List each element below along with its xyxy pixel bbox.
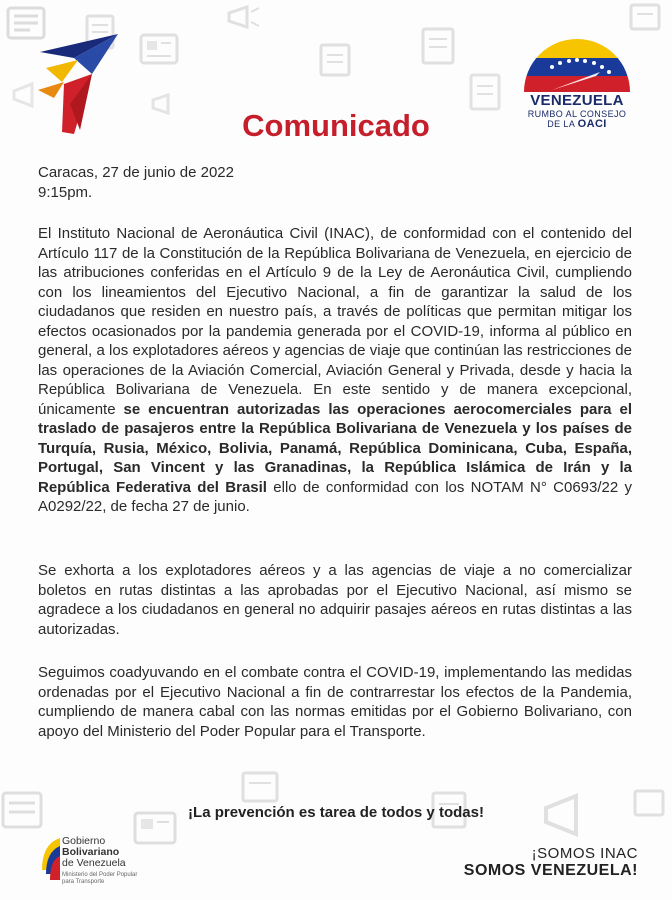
gob-ministry-2: para Transporte: [62, 879, 105, 885]
newspaper-bg-icon: [138, 32, 180, 72]
paragraph-1-bold: se encuentran autorizadas las operaciones aerocomerciales para el traslado de pasajeros entre la República Bolivariana de Venezuela y los países de Turquía, Rusia, México, Bolivia, Panamá, República Dominicana, Cuba, España, Portugal, San Vincent y las Granadinas, la República Islámica de Irán y la República Federativa del Brasil: [38, 400, 632, 496]
megaphone-bg-icon: [225, 4, 265, 36]
slogan: ¡La prevención es tarea de todos y todas!: [188, 804, 484, 821]
gob-line-2: Bolivariano: [62, 846, 120, 858]
inac-line-1: ¡SOMOS INAC: [531, 845, 638, 862]
time-line: 9:15pm.: [38, 183, 93, 201]
gob-line-3: de Venezuela: [62, 857, 126, 869]
oaci-acronym: OACI: [577, 118, 607, 130]
paragraph-1-part-1: El Instituto Nacional de Aeronáutica Civil (INAC), de conformidad con el contenido del Artículo 117 de la Constitución de la República Bolivariana de Venezuela, en ejercicio de las atribuciones conferidas en el Artículo 9 de la Ley de Aeronáutica Civil, cumpliendo con los lineamientos del Ejecutivo Nacional, a fin de garantizar la salud de los ciudadanos que residen en nuestro país, a través de políticas que permitan mitigar los efectos ocasionados por la pandemia generada por el COVID-19, informa al público en general, a los explotadores aéreos y agencias de viaje que continúan las restricciones de las operaciones de la Aviación Comercial, Aviación General y Privada, desde y hacia la República Bolivariana de Venezuela. En este sentido y de manera excepcional, únicamente: [38, 225, 632, 418]
paragraph-1-part-2: ello de conformidad con los NOTAM N° C0693/22 y A0292/22, de fecha 27 de junio.: [38, 478, 632, 515]
gob-line-1: Gobierno: [62, 835, 106, 847]
gob-ministry: Ministerio del Poder Popular: [62, 872, 138, 878]
oaci-subtitle-2: DE LA: [547, 119, 575, 129]
date-block: [38, 163, 632, 202]
somos-inac-tagline: [464, 845, 638, 880]
document-bg-icon: [318, 42, 352, 84]
document-bg-icon: [420, 26, 456, 72]
oaci-subtitle: RUMBO AL CONSEJO: [527, 109, 627, 119]
inac-line-2: SOMOS VENEZUELA!: [463, 862, 638, 879]
paragraph-3: Seguimos coadyuvando en el combate contra el COVID-19, implementando las medidas ordenadas por el Ejecutivo Nacional a fin de contrarrestar los efectos de la Pandemia, cumpliendo de manera cabal con las normas emitidas por el Gobierno Bolivariano, con apoyo del Ministerio del Poder Popular para el Transporte.: [38, 664, 632, 740]
page-title: Comunicado: [242, 108, 430, 143]
paragraph-2: Se exhorta a los explotadores aéreos y a las agencias de viaje a no comercializar boletos en rutas distintas a las aprobadas por el Ejecutivo Nacional, así mismo se agradece a los ciudadanos en general no adquirir pasajes aéreos en rutas distintas a las autorizadas.: [38, 562, 632, 638]
date-line: Caracas, 27 de junio de 2022: [38, 164, 234, 181]
oaci-title: VENEZUELA: [530, 92, 624, 109]
gobierno-text: [62, 836, 137, 886]
paragraph-1: [38, 224, 632, 517]
